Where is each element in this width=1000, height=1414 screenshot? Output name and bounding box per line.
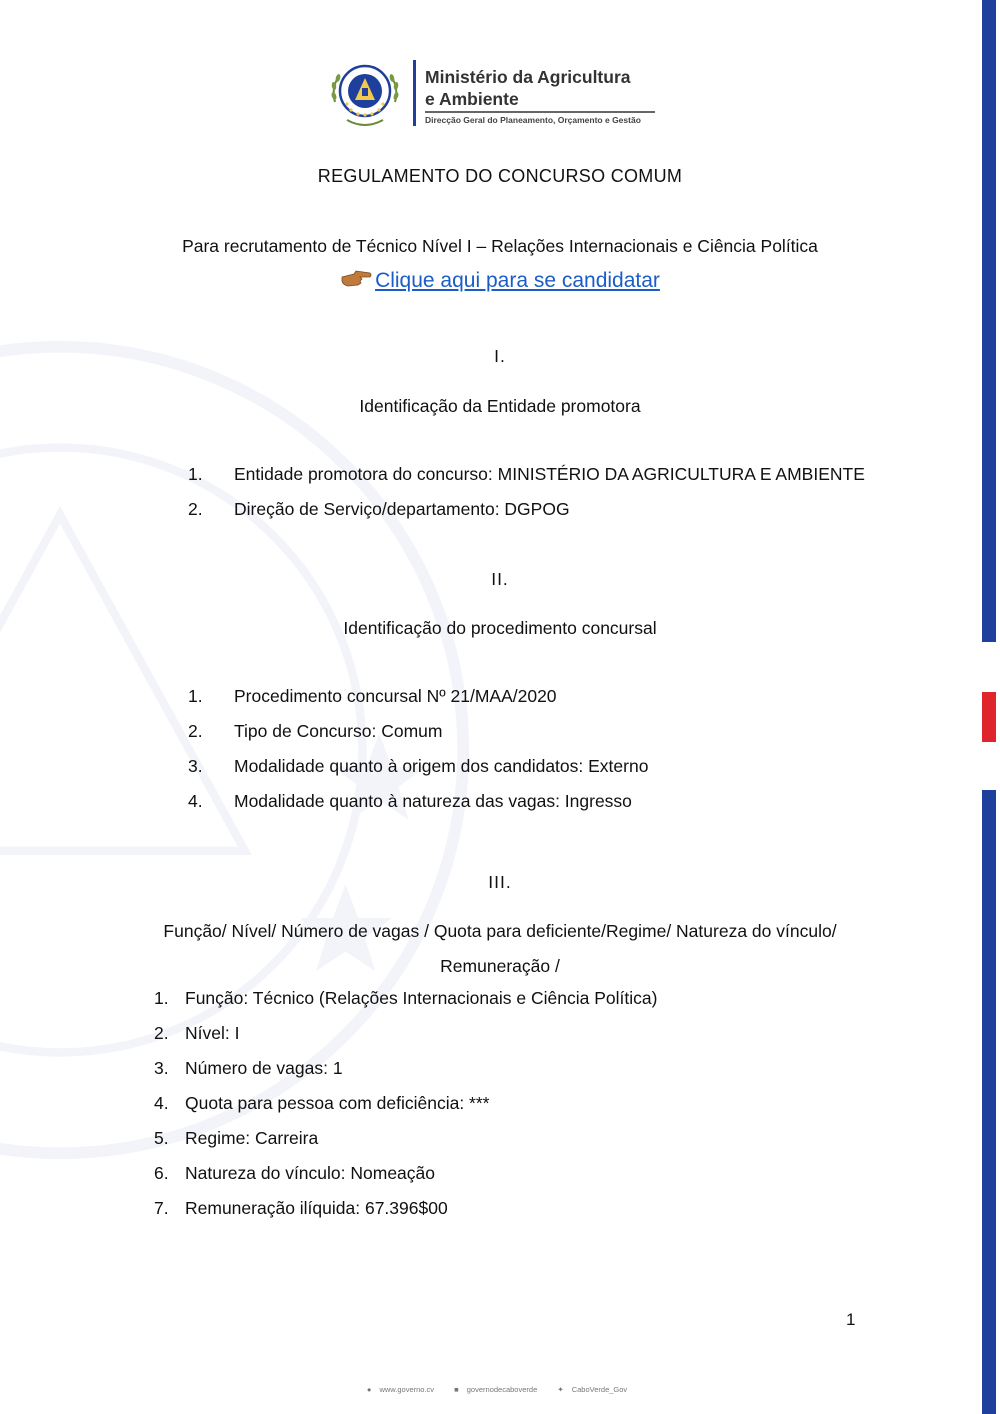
item-number: 6. xyxy=(154,1163,169,1183)
pointing-hand-icon xyxy=(340,268,372,288)
list-item xyxy=(154,1156,854,1191)
item-text: Tipo de Concurso: Comum xyxy=(234,721,443,741)
item-number: 4. xyxy=(188,791,203,811)
list-item xyxy=(154,981,854,1016)
apply-link-row xyxy=(0,268,1000,293)
item-number: 4. xyxy=(154,1093,169,1113)
item-text: Modalidade quanto à natureza das vagas: Ingresso xyxy=(234,791,632,811)
section-3-heading: Função/ Nível/ Número de vagas / Quota para deficiente/Regime/ Natureza do vínculo/ Remuneração / xyxy=(163,921,837,976)
section-1-numeral: I. xyxy=(494,346,506,366)
ministry-logo xyxy=(325,58,670,132)
document-subtitle: Para recrutamento de Técnico Nível I – Relações Internacionais e Ciência Política xyxy=(182,236,818,256)
ministry-name-line2: e Ambiente xyxy=(425,89,519,109)
footer-twitter-text: CaboVerde_Gov xyxy=(571,1385,628,1394)
item-text: Modalidade quanto à origem dos candidatos: Externo xyxy=(234,756,649,776)
item-number: 1. xyxy=(154,988,169,1008)
section-2-heading: Identificação do procedimento concursal xyxy=(343,618,657,638)
list-item xyxy=(188,714,868,749)
item-number: 1. xyxy=(188,686,203,706)
item-number: 1. xyxy=(188,464,203,484)
footer-website[interactable]: ● www.governo.cv xyxy=(366,1385,435,1394)
footer-facebook-text: governodecaboverde xyxy=(466,1385,538,1394)
item-text: Direção de Serviço/departamento: DGPOG xyxy=(234,499,570,519)
document-title: REGULAMENTO DO CONCURSO COMUM xyxy=(317,166,683,186)
item-text: Remuneração ilíquida: 67.396$00 xyxy=(185,1198,448,1218)
list-item xyxy=(188,749,868,784)
section-1-list xyxy=(188,457,868,527)
item-number: 3. xyxy=(154,1058,169,1078)
item-text: Nível: I xyxy=(185,1023,240,1043)
footer-website-text: www.governo.cv xyxy=(379,1385,435,1394)
side-bar-red xyxy=(982,692,996,742)
item-text: Natureza do vínculo: Nomeação xyxy=(185,1163,435,1183)
item-text: Número de vagas: 1 xyxy=(185,1058,343,1078)
list-item xyxy=(154,1191,854,1226)
section-1-heading: Identificação da Entidade promotora xyxy=(359,396,641,416)
item-number: 3. xyxy=(188,756,203,776)
directorate-name: Direcção Geral do Planeamento, Orçamento e Gestão xyxy=(425,115,641,125)
list-item xyxy=(188,679,868,714)
item-number: 2. xyxy=(188,499,203,519)
item-number: 7. xyxy=(154,1198,169,1218)
logo-divider xyxy=(413,60,416,126)
list-item xyxy=(154,1016,854,1051)
item-number: 2. xyxy=(154,1023,169,1043)
footer-twitter[interactable]: ✦ CaboVerde_Gov xyxy=(557,1385,628,1394)
side-bar-blue-top xyxy=(982,0,996,642)
ministry-name xyxy=(425,66,631,110)
ministry-name-line1: Ministério da Agricultura xyxy=(425,67,631,87)
section-3-list xyxy=(154,981,854,1226)
footer xyxy=(0,1385,1000,1394)
logo-underline xyxy=(425,111,655,113)
list-item xyxy=(188,492,868,527)
list-item xyxy=(154,1086,854,1121)
section-3-numeral: III. xyxy=(488,872,512,892)
item-text: Regime: Carreira xyxy=(185,1128,319,1148)
item-text: Função: Técnico (Relações Internacionais e Ciência Política) xyxy=(185,988,658,1008)
item-number: 5. xyxy=(154,1128,169,1148)
footer-facebook[interactable]: ■ governodecaboverde xyxy=(454,1385,538,1394)
item-text: Procedimento concursal Nº 21/MAA/2020 xyxy=(234,686,557,706)
list-item xyxy=(154,1121,854,1156)
list-item xyxy=(154,1051,854,1086)
item-number: 2. xyxy=(188,721,203,741)
item-text: Quota para pessoa com deficiência: *** xyxy=(185,1093,490,1113)
page-number: 1 xyxy=(846,1310,856,1329)
item-text: Entidade promotora do concurso: MINISTÉRIO DA AGRICULTURA E AMBIENTE xyxy=(234,464,865,484)
list-item xyxy=(188,784,868,819)
section-2-list xyxy=(188,679,868,819)
list-item xyxy=(188,457,868,492)
section-2-numeral: II. xyxy=(491,569,509,589)
coat-of-arms-icon xyxy=(325,58,405,132)
apply-link[interactable]: Clique aqui para se candidatar xyxy=(375,269,660,292)
